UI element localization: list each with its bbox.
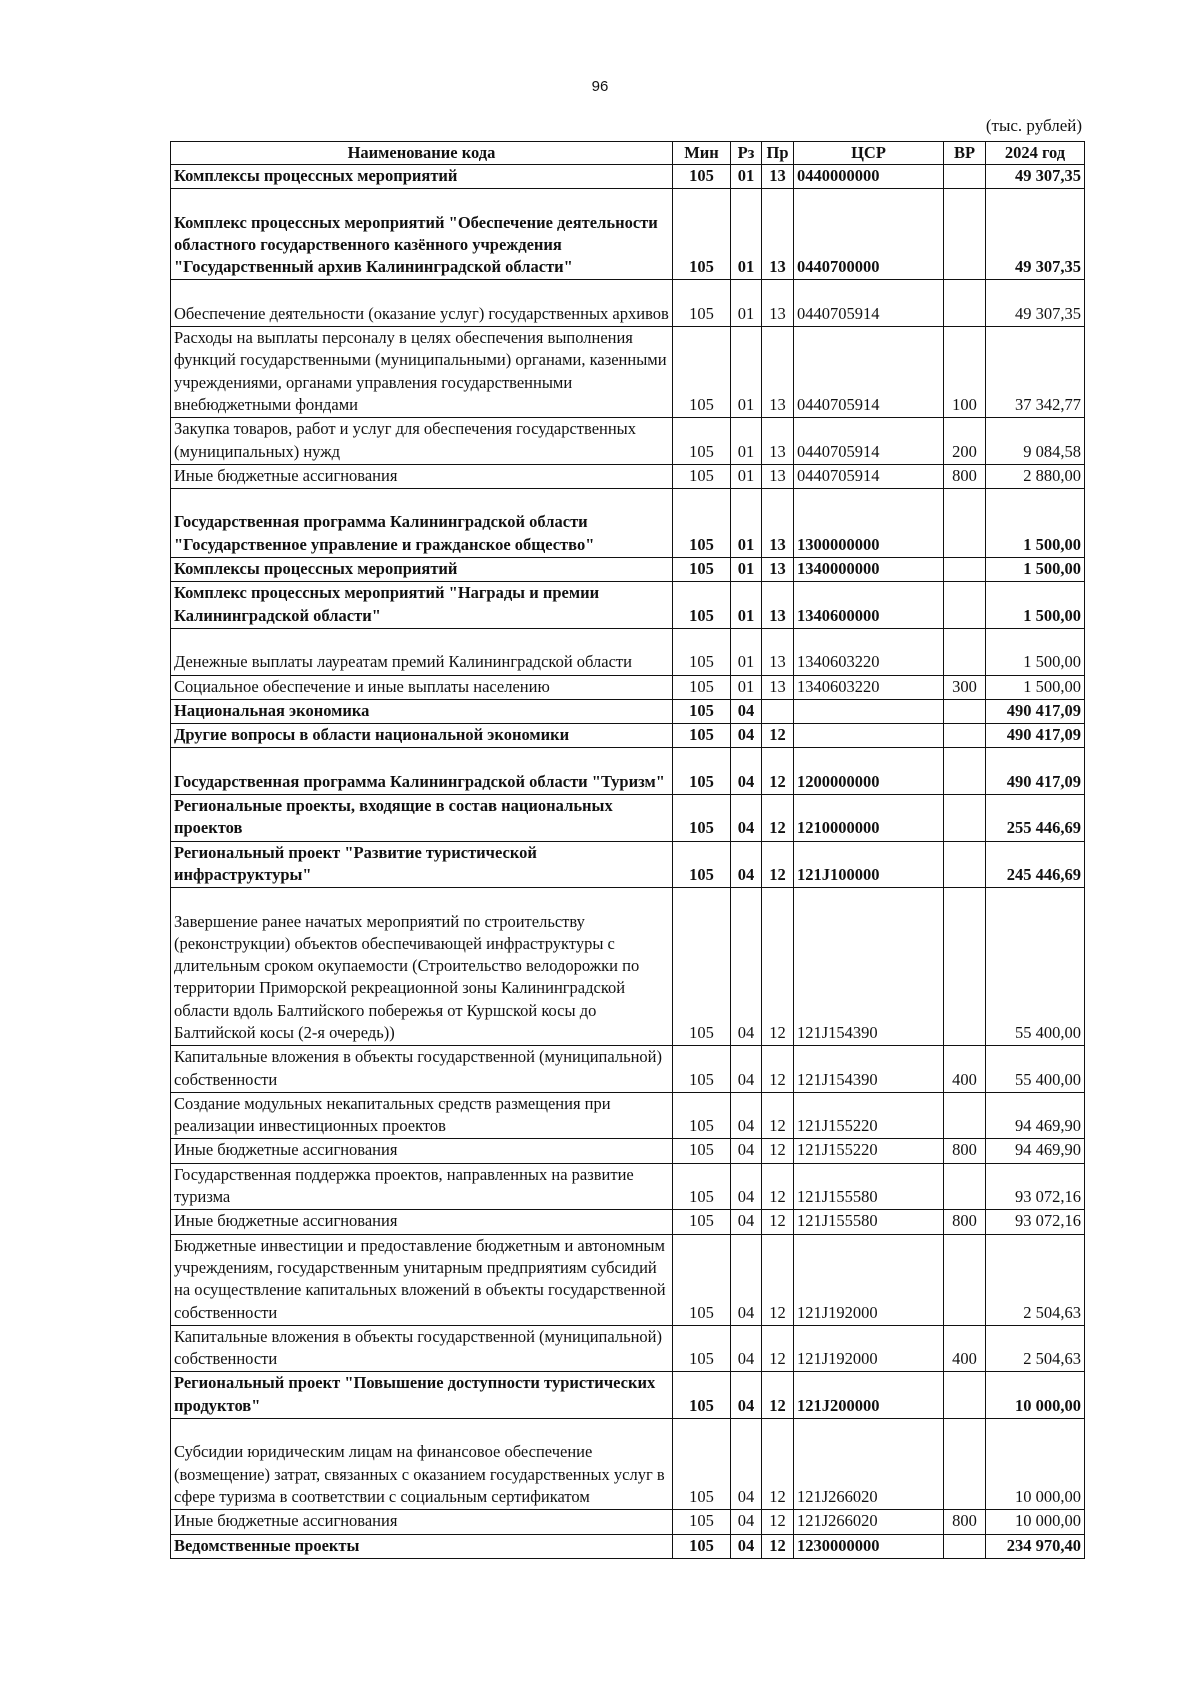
cell-name: Расходы на выплаты персоналу в целях обеспечения выполнения функций государственными (муниципальными) органами, казенными учреждениями, органами управления государственными внебюджетными фондами (171, 327, 673, 418)
table-row (171, 1510, 1085, 1534)
cell-vr: 100 (944, 327, 986, 418)
cell-amount: 55 400,00 (986, 888, 1085, 1046)
table-row (171, 1419, 1085, 1510)
cell-amount: 2 504,63 (986, 1234, 1085, 1325)
cell-amount: 10 000,00 (986, 1372, 1085, 1419)
cell-amount: 1 500,00 (986, 628, 1085, 675)
cell-rz: 01 (731, 558, 762, 582)
cell-rz: 04 (731, 1139, 762, 1163)
cell-csr: 0440705914 (794, 464, 944, 488)
cell-amount: 490 417,09 (986, 724, 1085, 748)
cell-pr: 12 (762, 1139, 794, 1163)
cell-csr: 121J200000 (794, 1372, 944, 1419)
cell-name: Капитальные вложения в объекты государственной (муниципальной) собственности (171, 1325, 673, 1372)
cell-pr: 13 (762, 582, 794, 629)
table-row (171, 489, 1085, 558)
cell-vr (944, 699, 986, 723)
cell-csr: 1340603220 (794, 675, 944, 699)
cell-name: Социальное обеспечение и иные выплаты населению (171, 675, 673, 699)
cell-amount: 2 504,63 (986, 1325, 1085, 1372)
cell-amount: 1 500,00 (986, 558, 1085, 582)
table-row (171, 795, 1085, 842)
cell-amount: 49 307,35 (986, 165, 1085, 189)
header-year: 2024 год (986, 142, 1085, 165)
header-min: Мин (673, 142, 731, 165)
cell-amount: 37 342,77 (986, 327, 1085, 418)
header-pr: Пр (762, 142, 794, 165)
cell-name: Региональные проекты, входящие в состав национальных проектов (171, 795, 673, 842)
cell-amount: 10 000,00 (986, 1510, 1085, 1534)
cell-rz: 04 (731, 1419, 762, 1510)
cell-pr: 13 (762, 189, 794, 280)
cell-amount: 9 084,58 (986, 418, 1085, 465)
cell-amount: 93 072,16 (986, 1210, 1085, 1234)
cell-vr (944, 748, 986, 795)
cell-pr: 12 (762, 841, 794, 888)
header-vr: ВР (944, 142, 986, 165)
cell-min: 105 (673, 748, 731, 795)
cell-rz: 04 (731, 748, 762, 795)
cell-vr (944, 841, 986, 888)
cell-name: Иные бюджетные ассигнования (171, 464, 673, 488)
cell-min: 105 (673, 280, 731, 327)
cell-vr (944, 1163, 986, 1210)
cell-min: 105 (673, 1372, 731, 1419)
cell-amount: 94 469,90 (986, 1092, 1085, 1139)
cell-amount: 245 446,69 (986, 841, 1085, 888)
cell-rz: 01 (731, 280, 762, 327)
cell-rz: 04 (731, 1372, 762, 1419)
cell-amount: 1 500,00 (986, 489, 1085, 558)
table-row (171, 582, 1085, 629)
cell-csr: 1200000000 (794, 748, 944, 795)
cell-vr: 400 (944, 1325, 986, 1372)
cell-rz: 01 (731, 327, 762, 418)
cell-csr: 1340600000 (794, 582, 944, 629)
cell-pr: 12 (762, 1510, 794, 1534)
cell-min: 105 (673, 1419, 731, 1510)
cell-csr: 0440705914 (794, 327, 944, 418)
cell-rz: 04 (731, 1325, 762, 1372)
cell-pr: 13 (762, 675, 794, 699)
table-row (171, 1163, 1085, 1210)
cell-min: 105 (673, 888, 731, 1046)
cell-rz: 01 (731, 165, 762, 189)
cell-rz: 01 (731, 189, 762, 280)
cell-csr: 121J266020 (794, 1510, 944, 1534)
cell-pr: 13 (762, 489, 794, 558)
cell-csr: 121J155580 (794, 1210, 944, 1234)
cell-pr: 13 (762, 558, 794, 582)
cell-pr: 12 (762, 1372, 794, 1419)
cell-vr (944, 582, 986, 629)
cell-csr: 121J192000 (794, 1234, 944, 1325)
cell-amount: 490 417,09 (986, 699, 1085, 723)
cell-amount: 93 072,16 (986, 1163, 1085, 1210)
cell-amount: 490 417,09 (986, 748, 1085, 795)
cell-name: Завершение ранее начатых мероприятий по строительству (реконструкции) объектов обеспечивающей инфраструктуры с длительным сроком окупаемости (Строительство велодорожки по территории Приморской рекреационной зоны Калининградской области вдоль Балтийского побережья от Куршской косы до Балтийской косы (2-я очередь)) (171, 888, 673, 1046)
cell-vr (944, 1419, 986, 1510)
table-header-row (171, 142, 1085, 165)
cell-pr: 13 (762, 165, 794, 189)
cell-vr: 800 (944, 1210, 986, 1234)
cell-name: Иные бюджетные ассигнования (171, 1139, 673, 1163)
cell-min: 105 (673, 724, 731, 748)
cell-csr: 1340000000 (794, 558, 944, 582)
cell-vr: 800 (944, 464, 986, 488)
cell-csr: 121J100000 (794, 841, 944, 888)
cell-vr (944, 795, 986, 842)
table-row (171, 558, 1085, 582)
cell-name: Субсидии юридическим лицам на финансовое обеспечение (возмещение) затрат, связанных с оказанием государственных услуг в сфере туризма в соответствии с социальным сертификатом (171, 1419, 673, 1510)
cell-name: Комплексы процессных мероприятий (171, 558, 673, 582)
cell-pr: 12 (762, 1092, 794, 1139)
header-rz: Рз (731, 142, 762, 165)
cell-rz: 01 (731, 675, 762, 699)
cell-pr: 13 (762, 464, 794, 488)
cell-amount: 234 970,40 (986, 1534, 1085, 1558)
cell-name: Иные бюджетные ассигнования (171, 1510, 673, 1534)
table-row (171, 189, 1085, 280)
cell-pr: 12 (762, 1325, 794, 1372)
cell-name: Региональный проект "Повышение доступности туристических продуктов" (171, 1372, 673, 1419)
cell-vr (944, 280, 986, 327)
cell-name: Бюджетные инвестиции и предоставление бюджетным и автономным учреждениям, государственным унитарным предприятиям субсидий на осуществление капитальных вложений в объекты государственной собственности (171, 1234, 673, 1325)
cell-amount: 10 000,00 (986, 1419, 1085, 1510)
cell-rz: 04 (731, 1534, 762, 1558)
cell-vr (944, 1534, 986, 1558)
header-csr: ЦСР (794, 142, 944, 165)
cell-min: 105 (673, 189, 731, 280)
cell-vr: 300 (944, 675, 986, 699)
cell-vr (944, 189, 986, 280)
cell-vr (944, 489, 986, 558)
cell-csr: 121J155580 (794, 1163, 944, 1210)
cell-min: 105 (673, 1234, 731, 1325)
cell-vr (944, 888, 986, 1046)
cell-csr: 1340603220 (794, 628, 944, 675)
table-row (171, 1210, 1085, 1234)
cell-amount: 1 500,00 (986, 675, 1085, 699)
cell-csr: 121J154390 (794, 888, 944, 1046)
table-row (171, 675, 1085, 699)
cell-amount: 49 307,35 (986, 280, 1085, 327)
cell-vr: 800 (944, 1139, 986, 1163)
cell-csr: 121J155220 (794, 1092, 944, 1139)
table-row (171, 888, 1085, 1046)
table-row (171, 418, 1085, 465)
table-row (171, 1372, 1085, 1419)
cell-csr: 1210000000 (794, 795, 944, 842)
cell-name: Капитальные вложения в объекты государственной (муниципальной) собственности (171, 1046, 673, 1093)
cell-rz: 01 (731, 489, 762, 558)
cell-csr: 121J266020 (794, 1419, 944, 1510)
cell-amount: 1 500,00 (986, 582, 1085, 629)
cell-pr: 13 (762, 327, 794, 418)
cell-amount: 55 400,00 (986, 1046, 1085, 1093)
cell-csr: 0440700000 (794, 189, 944, 280)
cell-name: Государственная программа Калининградской области "Туризм" (171, 748, 673, 795)
cell-csr: 1300000000 (794, 489, 944, 558)
table-row (171, 280, 1085, 327)
cell-csr (794, 699, 944, 723)
cell-min: 105 (673, 582, 731, 629)
cell-rz: 04 (731, 1234, 762, 1325)
cell-min: 105 (673, 1092, 731, 1139)
cell-min: 105 (673, 418, 731, 465)
cell-vr: 400 (944, 1046, 986, 1093)
cell-csr: 121J192000 (794, 1325, 944, 1372)
cell-name: Денежные выплаты лауреатам премий Калининградской области (171, 628, 673, 675)
unit-label: (тыс. рублей) (985, 116, 1082, 135)
cell-min: 105 (673, 699, 731, 723)
cell-vr: 200 (944, 418, 986, 465)
cell-csr (794, 724, 944, 748)
cell-rz: 04 (731, 1046, 762, 1093)
cell-csr: 121J154390 (794, 1046, 944, 1093)
cell-name: Закупка товаров, работ и услуг для обеспечения государственных (муниципальных) нужд (171, 418, 673, 465)
table-row (171, 1092, 1085, 1139)
cell-pr: 12 (762, 748, 794, 795)
cell-pr: 12 (762, 888, 794, 1046)
cell-name: Обеспечение деятельности (оказание услуг) государственных архивов (171, 280, 673, 327)
cell-min: 105 (673, 1325, 731, 1372)
cell-csr: 1230000000 (794, 1534, 944, 1558)
cell-rz: 04 (731, 841, 762, 888)
cell-pr: 12 (762, 795, 794, 842)
cell-amount: 94 469,90 (986, 1139, 1085, 1163)
table-row (171, 628, 1085, 675)
budget-table (170, 141, 1085, 1559)
cell-name: Иные бюджетные ассигнования (171, 1210, 673, 1234)
cell-pr: 13 (762, 418, 794, 465)
cell-min: 105 (673, 1210, 731, 1234)
cell-vr (944, 165, 986, 189)
cell-name: Региональный проект "Развитие туристической инфраструктуры" (171, 841, 673, 888)
cell-amount: 49 307,35 (986, 189, 1085, 280)
cell-rz: 01 (731, 418, 762, 465)
cell-amount: 2 880,00 (986, 464, 1085, 488)
cell-min: 105 (673, 327, 731, 418)
table-row (171, 1534, 1085, 1558)
cell-rz: 04 (731, 1510, 762, 1534)
cell-pr: 12 (762, 1210, 794, 1234)
cell-csr: 0440000000 (794, 165, 944, 189)
table-row (171, 724, 1085, 748)
header-name: Наименование кода (171, 142, 673, 165)
cell-min: 105 (673, 489, 731, 558)
cell-pr: 13 (762, 280, 794, 327)
cell-rz: 04 (731, 888, 762, 1046)
cell-min: 105 (673, 558, 731, 582)
cell-csr: 0440705914 (794, 280, 944, 327)
cell-name: Государственная программа Калининградской области "Государственное управление и гражданское общество" (171, 489, 673, 558)
cell-min: 105 (673, 165, 731, 189)
cell-min: 105 (673, 464, 731, 488)
cell-csr: 0440705914 (794, 418, 944, 465)
cell-vr (944, 1234, 986, 1325)
cell-amount: 255 446,69 (986, 795, 1085, 842)
cell-name: Комплексы процессных мероприятий (171, 165, 673, 189)
cell-min: 105 (673, 1163, 731, 1210)
cell-min: 105 (673, 675, 731, 699)
cell-rz: 04 (731, 795, 762, 842)
cell-min: 105 (673, 1534, 731, 1558)
cell-rz: 01 (731, 582, 762, 629)
cell-pr: 12 (762, 1234, 794, 1325)
cell-name: Государственная поддержка проектов, направленных на развитие туризма (171, 1163, 673, 1210)
cell-name: Ведомственные проекты (171, 1534, 673, 1558)
cell-rz: 04 (731, 699, 762, 723)
cell-name: Комплекс процессных мероприятий "Награды и премии Калининградской области" (171, 582, 673, 629)
cell-vr (944, 724, 986, 748)
cell-rz: 04 (731, 1092, 762, 1139)
cell-rz: 01 (731, 464, 762, 488)
cell-vr (944, 1092, 986, 1139)
table-row (171, 464, 1085, 488)
table-row (171, 1046, 1085, 1093)
cell-pr: 12 (762, 724, 794, 748)
cell-pr (762, 699, 794, 723)
cell-vr (944, 1372, 986, 1419)
cell-min: 105 (673, 1510, 731, 1534)
table-row (171, 1139, 1085, 1163)
cell-rz: 01 (731, 628, 762, 675)
page-number: 96 (591, 78, 609, 95)
table-row (171, 165, 1085, 189)
cell-pr: 13 (762, 628, 794, 675)
cell-rz: 04 (731, 724, 762, 748)
table-row (171, 748, 1085, 795)
cell-vr: 800 (944, 1510, 986, 1534)
cell-pr: 12 (762, 1419, 794, 1510)
table-row (171, 1325, 1085, 1372)
cell-vr (944, 628, 986, 675)
cell-name: Другие вопросы в области национальной экономики (171, 724, 673, 748)
cell-pr: 12 (762, 1163, 794, 1210)
cell-name: Создание модульных некапитальных средств размещения при реализации инвестиционных проектов (171, 1092, 673, 1139)
cell-csr: 121J155220 (794, 1139, 944, 1163)
cell-rz: 04 (731, 1210, 762, 1234)
cell-vr (944, 558, 986, 582)
cell-min: 105 (673, 1139, 731, 1163)
cell-pr: 12 (762, 1046, 794, 1093)
cell-min: 105 (673, 1046, 731, 1093)
cell-name: Национальная экономика (171, 699, 673, 723)
cell-name: Комплекс процессных мероприятий "Обеспечение деятельности областного государственного казённого учреждения "Государственный архив Калининградской области" (171, 189, 673, 280)
cell-min: 105 (673, 841, 731, 888)
cell-rz: 04 (731, 1163, 762, 1210)
table-row (171, 841, 1085, 888)
table-row (171, 699, 1085, 723)
cell-min: 105 (673, 628, 731, 675)
cell-pr: 12 (762, 1534, 794, 1558)
cell-min: 105 (673, 795, 731, 842)
table-row (171, 327, 1085, 418)
table-row (171, 1234, 1085, 1325)
